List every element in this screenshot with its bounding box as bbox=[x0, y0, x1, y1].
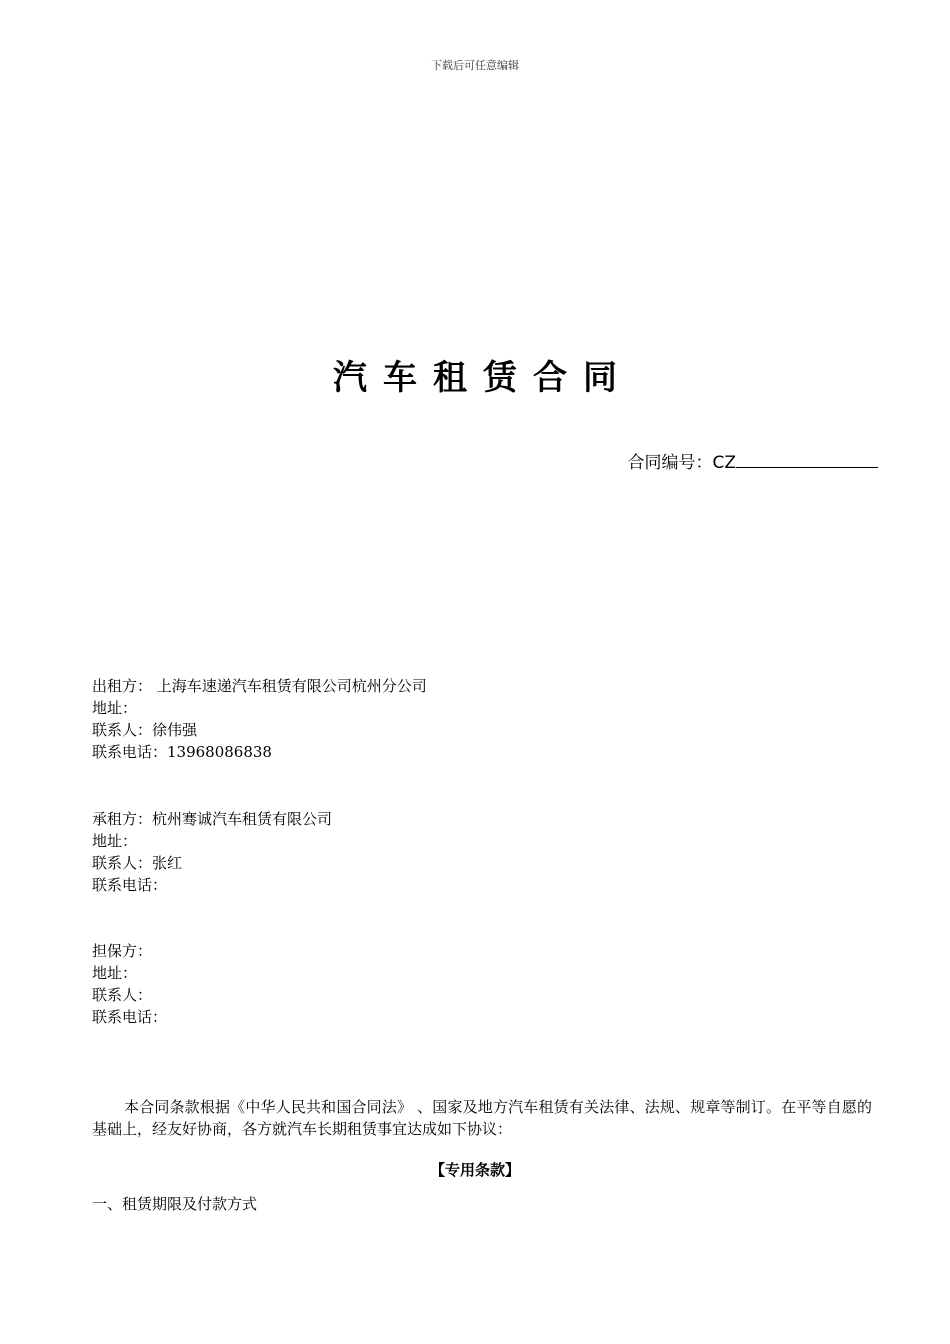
clause-heading: 一、租赁期限及付款方式 bbox=[92, 1195, 258, 1213]
lessor-address: 地址： bbox=[92, 699, 138, 717]
contract-number-label: 合同编号： bbox=[627, 453, 713, 473]
lessee-name: 承租方：杭州骞诚汽车租赁有限公司 bbox=[92, 810, 333, 828]
section-heading: 【专用条款】 bbox=[429, 1161, 520, 1179]
lessor-name: 出租方： 上海车速递汽车租赁有限公司杭州分公司 bbox=[92, 677, 427, 695]
lessee-block bbox=[92, 808, 332, 896]
contract-number-blank[interactable] bbox=[736, 451, 878, 468]
lessor-block bbox=[92, 675, 427, 763]
guarantor-block bbox=[92, 940, 167, 1028]
guarantor-address: 地址： bbox=[92, 964, 138, 982]
contract-number bbox=[627, 448, 878, 473]
header-note: 下载后可任意编辑 bbox=[431, 59, 519, 72]
lessor-phone: 联系电话：13968086838 bbox=[92, 743, 272, 761]
preamble-paragraph: 本合同条款根据《中华人民共和国合同法》 、国家及地方汽车租赁有关法律、法规、规章等制订。在平等自愿的基础上，经友好协商，各方就汽车长期租赁事宜达成如下协议： bbox=[92, 1098, 872, 1138]
lessee-address: 地址： bbox=[92, 832, 138, 850]
guarantor-contact: 联系人： bbox=[92, 986, 153, 1004]
lessee-phone: 联系电话： bbox=[92, 876, 168, 894]
guarantor-phone: 联系电话： bbox=[92, 1008, 168, 1026]
lessee-contact: 联系人：张红 bbox=[92, 854, 183, 872]
lessor-contact: 联系人：徐伟强 bbox=[92, 721, 198, 739]
contract-number-prefix: CZ bbox=[712, 453, 736, 473]
document-title: 汽车租赁合同 bbox=[333, 358, 633, 398]
guarantor-name: 担保方： bbox=[92, 942, 153, 960]
